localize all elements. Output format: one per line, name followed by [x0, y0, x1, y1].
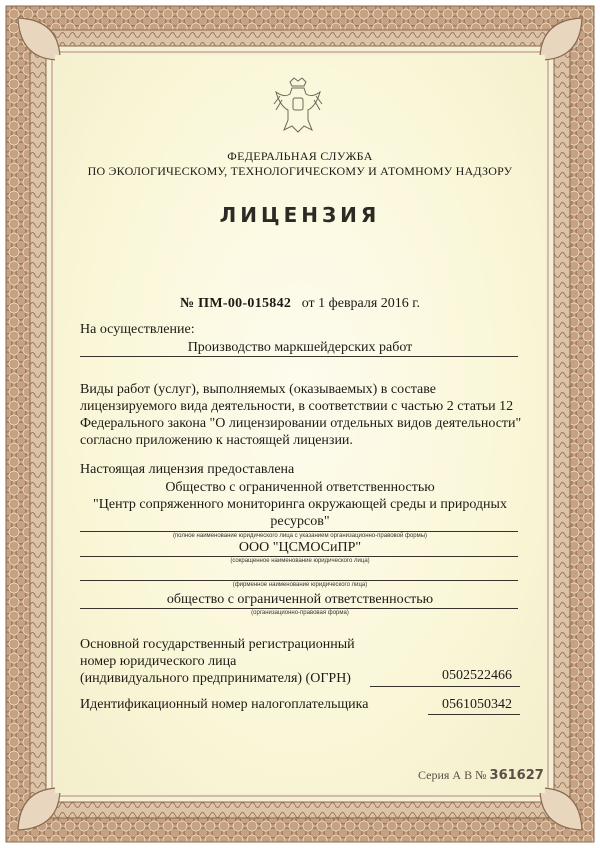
activity-underline: [80, 356, 518, 357]
license-number: № ПМ-00-015842: [180, 296, 292, 311]
short-name-caption: (сокращенное наименование юридического лица): [230, 558, 370, 564]
holder-label: Настоящая лицензия предоставлена: [80, 462, 295, 477]
holder-full-name: [80, 479, 520, 530]
activity-value: Производство маркшейдерских работ: [187, 340, 413, 355]
serial-value: 361627: [489, 768, 544, 783]
activity-label: На осуществление:: [80, 322, 195, 337]
brand-name-caption: (фирменное наименование юридического лица): [232, 582, 368, 588]
brand-name-underline: [80, 580, 518, 581]
works-line1: Виды работ (услуг), выполняемых (оказываемых) в составе: [80, 382, 436, 397]
holder-legal-form: общество с ограниченной ответственностью: [166, 592, 434, 607]
works-paragraph: [80, 381, 530, 449]
holder-short-name: ООО "ЦСМОСиПР": [238, 540, 362, 555]
legal-form-caption: (организационно-правовая форма): [251, 610, 349, 616]
inn-underline: [428, 714, 520, 715]
works-line2: лицензируемого вида деятельности, в соответствии с частью 2 статьи 12: [80, 399, 514, 414]
holder-full-name-line2: "Центр сопряженного мониторинга окружающей среды и природных: [93, 497, 507, 512]
ogrn-label-line1: Основной государственный регистрационный: [80, 637, 355, 652]
short-name-underline: [80, 556, 518, 557]
serial-number: [418, 768, 544, 783]
works-line3: Федерального закона "О лицензировании отдельных видов деятельности": [80, 416, 522, 431]
agency-name-line1: ФЕДЕРАЛЬНАЯ СЛУЖБА: [227, 149, 373, 163]
ogrn-label-line2: номер юридического лица: [80, 654, 237, 669]
ogrn-value: 0502522466: [442, 668, 512, 683]
ogrn-underline: [370, 686, 520, 687]
document-title: ЛИЦЕНЗИЯ: [219, 203, 381, 227]
holder-full-name-line1: Общество с ограниченной ответственностью: [165, 480, 435, 495]
serial-label: Серия А В №: [418, 768, 487, 782]
coat-of-arms-icon: [270, 76, 326, 136]
inn-value: 0561050342: [442, 697, 512, 712]
holder-full-name-line3: ресурсов": [270, 514, 330, 529]
legal-form-underline: [80, 608, 518, 609]
full-name-underline: [80, 531, 518, 532]
license-number-line: [0, 296, 600, 312]
ogrn-label-line3: (индивидуального предпринимателя) (ОГРН): [80, 671, 351, 686]
full-name-caption: (полное наименование юридического лица с указанием организационно-правовой формы): [172, 533, 428, 539]
works-line4: согласно приложению к настоящей лицензии.: [80, 433, 353, 448]
agency-name-line2: ПО ЭКОЛОГИЧЕСКОМУ, ТЕХНОЛОГИЧЕСКОМУ И АТОМНОМУ НАДЗОРУ: [87, 164, 513, 178]
license-date: от 1 февраля 2016 г.: [301, 296, 420, 311]
inn-label: Идентификационный номер налогоплательщика: [80, 697, 369, 712]
